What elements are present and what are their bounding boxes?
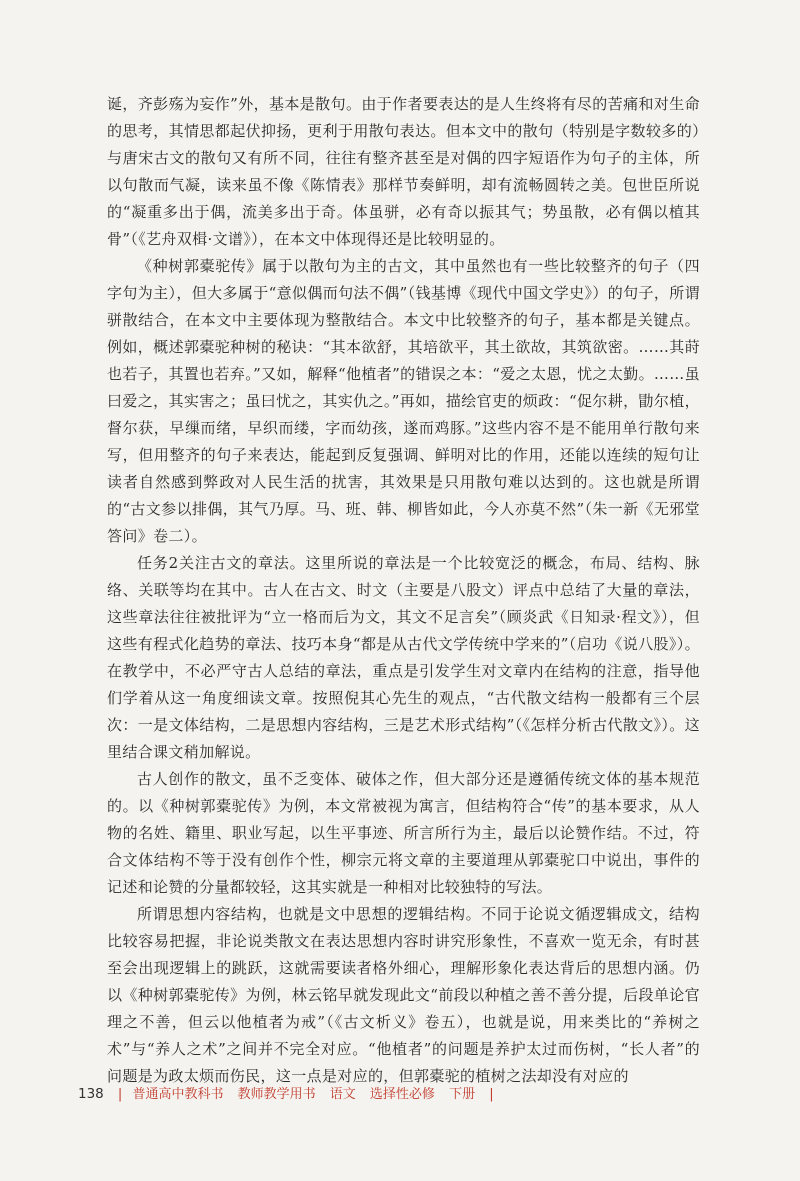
footer-subject: 语文 bbox=[329, 1087, 356, 1102]
paragraph-3: 任务2关注古文的章法。这里所说的章法是一个比较宽泛的概念，布局、结构、脉络、关联等均在其中。古人在古文、时文（主要是八股文）评点中总结了大量的章法，这些章法往往被批评为“立一格而后为文，其文不足言矣”（顾炎武《日知录·程文》），但这些有程式化趋势的章法、技巧本身“都是从古代文学传统中学来的”（启功《说八股》）。在教学中，不必严守古人总结的章法，重点是引发学生对文章内在结构的注意，指导他们学着从这一角度细读文章。按照倪其心先生的观点，“古代散文结构一般都有三个层次：一是文体结构，二是思想内容结构，三是艺术形式结构”（《怎样分析古代散文》）。这里结合课文稍加解说。 bbox=[107, 554, 700, 761]
paragraph-2: 《种树郭橐驼传》属于以散句为主的古文，其中虽然也有一些比较整齐的句子（四字句为主），但大多属于“意似偶而句法不偶”（钱基博《现代中国文学史》）的句子，所谓骈散结合，在本文中主要体现为整散结合。本文中比较整齐的句子，基本都是关键点。例如，概述郭橐驼种树的秘诀：“其本欲舒，其培欲平，其土欲故，其筑欲密。……其莳也若子，其置也若弃。”又如，解释“他植者”的错误之本：“爱之太恩，忧之太勤。……虽曰爱之，其实害之；虽曰忧之，其实仇之。”再如，描绘官吏的烦政：“促尔耕，勖尔植，督尔获，早缫而绪，早织而缕，字而幼孩，遂而鸡豚。”这些内容不是不能用单行散句来写，但用整齐的句子来表达，能起到反复强调、鲜明对比的作用，还能以连续的短句让读者自然感到弊政对人民生活的扰害，其效果是只用散句难以达到的。这也就是所谓的“古文参以排偶，其气乃厚。马、班、韩、柳皆如此，今人亦莫不然”（朱一新《无邪堂答问》卷二）。 bbox=[107, 257, 700, 545]
footer-book-type: 教师教学用书 bbox=[237, 1087, 316, 1102]
footer-end-separator: | bbox=[489, 1087, 494, 1102]
paragraph-4: 古人创作的散文，虽不乏变体、破体之作，但大部分还是遵循传统文体的基本规范的。以《种树郭橐驼传》为例，本文常被视为寓言，但结构符合“传”的基本要求，从人物的名姓、籍里、职业写起，以生平事迹、所言所行为主，最后以论赞作结。不过，符合文体结构不等于没有创作个性，柳宗元将文章的主要道理从郭橐驼口中说出，事件的记述和论赞的分量都较轻，这其实就是一种相对比较独特的写法。 bbox=[107, 770, 700, 896]
page-number: 138 bbox=[78, 1086, 104, 1102]
page-footer bbox=[78, 1083, 500, 1102]
footer-book-series: 普通高中教科书 bbox=[132, 1087, 224, 1102]
footer-volume: 下册 bbox=[449, 1087, 476, 1102]
body-text bbox=[107, 91, 700, 1090]
footer-separator: | bbox=[117, 1087, 123, 1102]
paragraph-5: 所谓思想内容结构，也就是文中思想的逻辑结构。不同于论说文循逻辑成文，结构比较容易把握，非论说类散文在表达思想内容时讲究形象性，不喜欢一览无余，有时甚至会出现逻辑上的跳跃，这就需要读者格外细心，理解形象化表达背后的思想内涵。仍以《种树郭橐驼传》为例，林云铭早就发现此文“前段以种植之善不善分提，后段单论官理之不善，但云以他植者为戒”（《古文析义》卷五），也就是说，用来类比的“养树之术”与“养人之术”之间并不完全对应。“他植者”的问题是养护太过而伤树，“长人者”的问题是为政太烦而伤民，这一点是对应的，但郭橐驼的植树之法却没有对应的 bbox=[107, 905, 700, 1085]
paragraph-1: 诞，齐彭殇为妄作”外，基本是散句。由于作者要表达的是人生终将有尽的苦痛和对生命的思考，其情思都起伏抑扬，更利于用散句表达。但本文中的散句（特别是字数较多的）与唐宋古文的散句又有所不同，往往有整齐甚至是对偶的四字短语作为句子的主体，所以句散而气凝，读来虽不像《陈情表》那样节奏鲜明，却有流畅圆转之美。包世臣所说的“凝重多出于偶，流美多出于奇。体虽骈，必有奇以振其气；势虽散，必有偶以植其骨”（《艺舟双楫·文谱》），在本文中体现得还是比较明显的。 bbox=[107, 95, 700, 248]
footer-course: 选择性必修 bbox=[369, 1087, 435, 1102]
